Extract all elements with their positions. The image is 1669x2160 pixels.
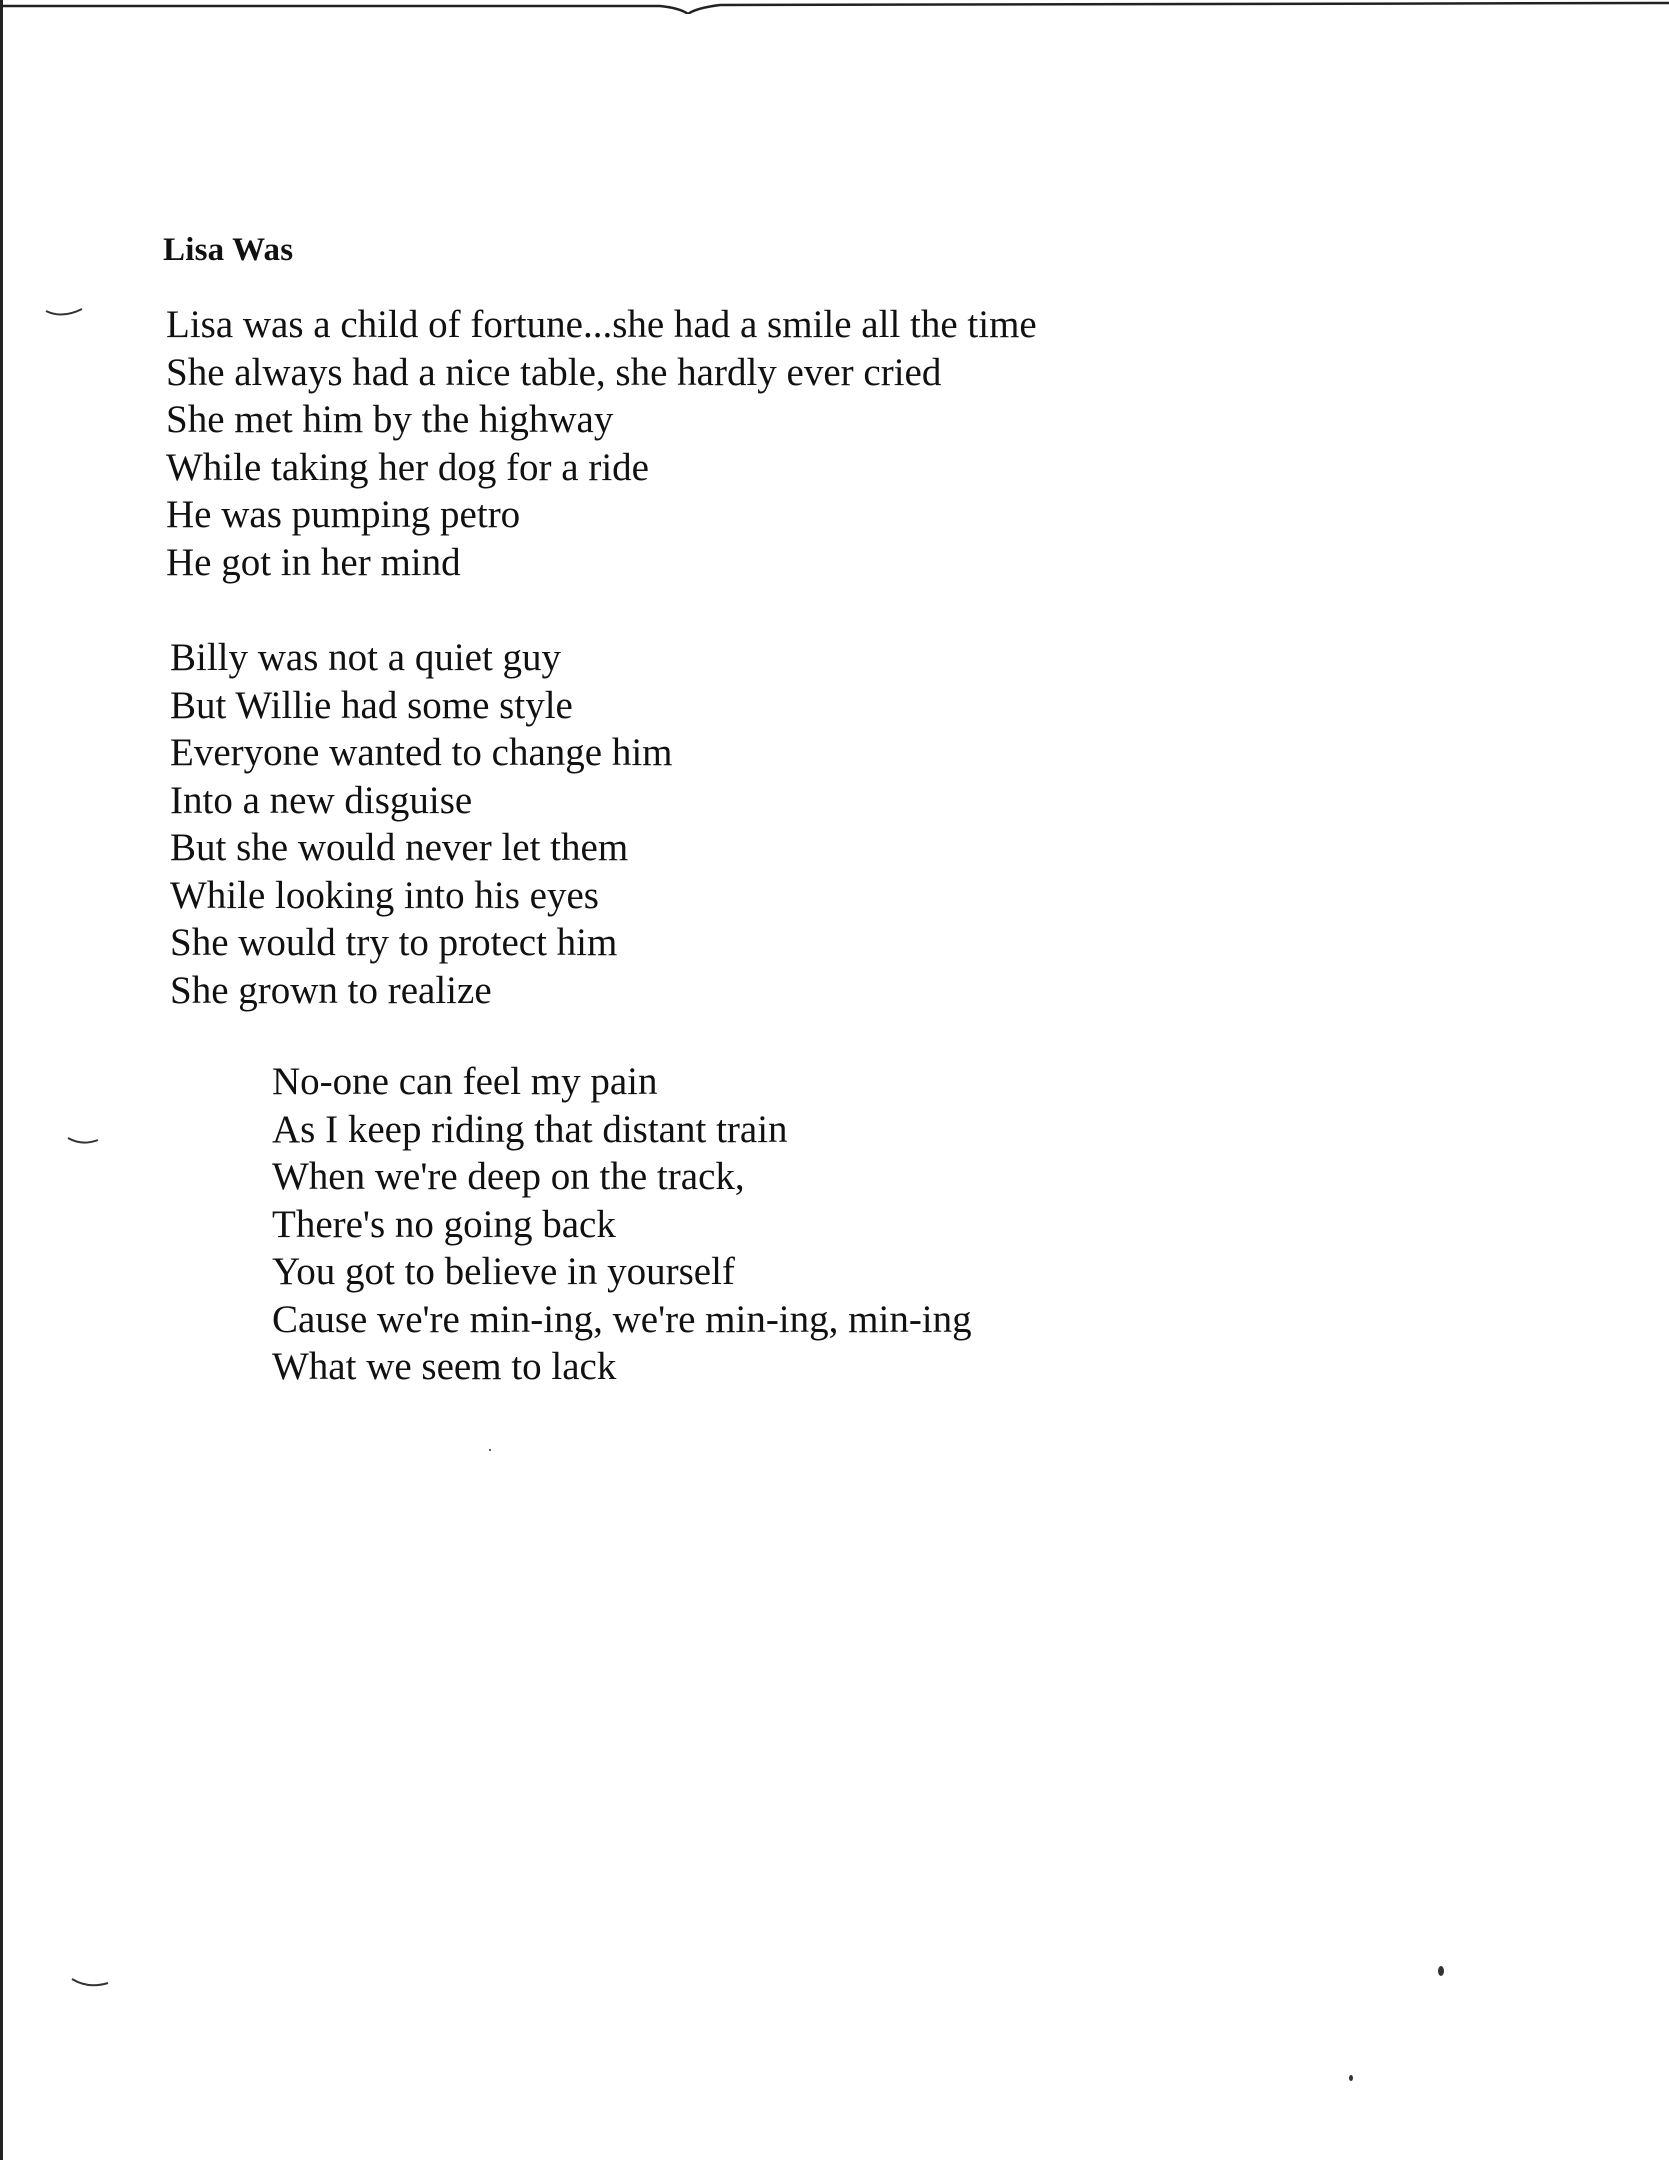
poem-line: What we seem to lack xyxy=(272,1345,617,1388)
poem-line: She grown to realize xyxy=(170,968,492,1012)
poem-line: Lisa was a child of fortune...she had a smile all the time xyxy=(166,303,1037,346)
poem-line: She would try to protect him xyxy=(170,921,618,964)
poem-title: Lisa Was xyxy=(163,232,294,268)
poem-line: No-one can feel my pain xyxy=(272,1060,658,1103)
poem-line: Cause we're min-ing, we're min-ing, min-ing xyxy=(272,1297,972,1341)
poem-line: Billy was not a quiet guy xyxy=(170,636,562,679)
stanza-3-chorus xyxy=(272,1058,972,1391)
poem-line: As I keep riding that distant train xyxy=(272,1107,788,1151)
poem-line: When we're deep on the track, xyxy=(272,1155,745,1198)
poem-line: She met him by the highway xyxy=(166,398,614,441)
binder-hole-mark-3 xyxy=(70,1975,110,1995)
poem-line: He got in her mind xyxy=(166,540,461,584)
poem-line: Into a new disguise xyxy=(170,778,473,822)
poem-line: Everyone wanted to change him xyxy=(170,731,673,774)
binder-hole-mark-1 xyxy=(44,305,84,325)
poem-line: While looking into his eyes xyxy=(170,873,599,917)
poem-line: But Willie had some style xyxy=(170,683,573,727)
poem-line: She always had a nice table, she hardly ever cried xyxy=(166,350,942,394)
scan-top-edge-line xyxy=(0,0,1669,14)
poem-line: You got to believe in yourself xyxy=(272,1250,735,1293)
poem-line: While taking her dog for a ride xyxy=(166,445,649,489)
stanza-2 xyxy=(170,634,673,1014)
binder-hole-mark-2 xyxy=(66,1132,106,1152)
scan-speck xyxy=(1438,1966,1444,1976)
poem-line: He was pumping petro xyxy=(166,493,521,536)
poem-line: There's no going back xyxy=(272,1202,616,1246)
stanza-1 xyxy=(166,301,1037,586)
scan-speck xyxy=(489,1449,491,1451)
poem-line: But she would never let them xyxy=(170,826,629,869)
scan-speck xyxy=(1349,2075,1353,2081)
scan-left-edge-line xyxy=(0,0,3,2160)
